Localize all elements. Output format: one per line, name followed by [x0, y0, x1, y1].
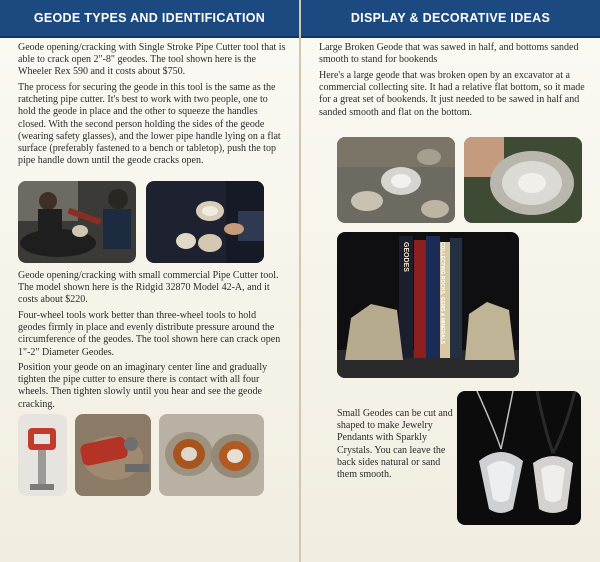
photo-geode-cracked-in-hands	[146, 181, 264, 263]
four-wheel-paragraph: Four-wheel tools work better than three-wheel tools to hold geodes firmly in place and evenly distribute pressure around the circumference of the geodes. The tool shown here can crack open 1"-2" Diameter Geodes.	[18, 310, 281, 358]
pendants-paragraph: Small Geodes can be cut and shaped to make Jewelry Pendants with Sparkly Crystals. You can leave the back sides natural or sand them smooth.	[337, 408, 453, 481]
photo-geode-bookends	[337, 232, 519, 378]
single-stroke-paragraph: Geode opening/cracking with Single Stroke Pipe Cutter tool that is able to crack open 2"-8" geodes. The tool shown here is the Wheeler Rex 590 and it costs about $750.	[18, 42, 286, 78]
photo-geode-pendants	[457, 391, 581, 525]
positioning-paragraph: Position your geode on an imaginary center line and gradually tighten the pipe cutter to ensure there is contact with all four wheels. Then tighten slowly until you hear and see the geode cracking.	[18, 362, 268, 410]
photo-cracked-geode-halves	[159, 414, 264, 496]
right-column	[301, 0, 600, 562]
bookends-caption: Large Broken Geode that was sawed in half, and bottoms sanded smooth to stand for bookends	[319, 42, 579, 66]
book-spine-collecting: COLLECTING ROCKS, GEMS & MINERALS	[439, 242, 445, 344]
photo-pipe-cutter-tool	[18, 414, 67, 496]
book-spine-geodes: GEODES	[402, 242, 409, 272]
photo-broken-geode-crystals	[464, 137, 582, 223]
commercial-pipe-cutter-paragraph: Geode opening/cracking with small commercial Pipe Cutter tool. The model shown here is the Ridgid 32870 Model 42-A, and it costs about $220.	[18, 270, 279, 306]
left-heading: GEODE TYPES AND IDENTIFICATION	[0, 0, 299, 38]
photo-two-people-pipe-cutter	[18, 181, 136, 263]
photo-pipe-cutter-on-geode	[75, 414, 151, 496]
excavator-paragraph: Here's a large geode that was broken open by an excavator at a commercial collecting site. It had a relative flat bottom, so it made for a great set of bookends. It just needed to be sawed in half and sanded smooth and flat on the bottom.	[319, 70, 585, 118]
process-paragraph: The process for securing the geode in this tool is the same as the ratcheting pipe cutter. It's best to work with two people, one to hold the geode in place and the other to squeeze the handles closed. With the second person holding the sides of the geode (wearing safety glasses), and the lower pipe handle lying on a flat surface (preferably fastened to a bench or tabletop), push the top pipe handle down until the geode cracks open.	[18, 82, 281, 167]
photo-geode-on-ground	[337, 137, 455, 223]
left-column	[0, 0, 299, 562]
right-heading: DISPLAY & DECORATIVE IDEAS	[301, 0, 600, 38]
